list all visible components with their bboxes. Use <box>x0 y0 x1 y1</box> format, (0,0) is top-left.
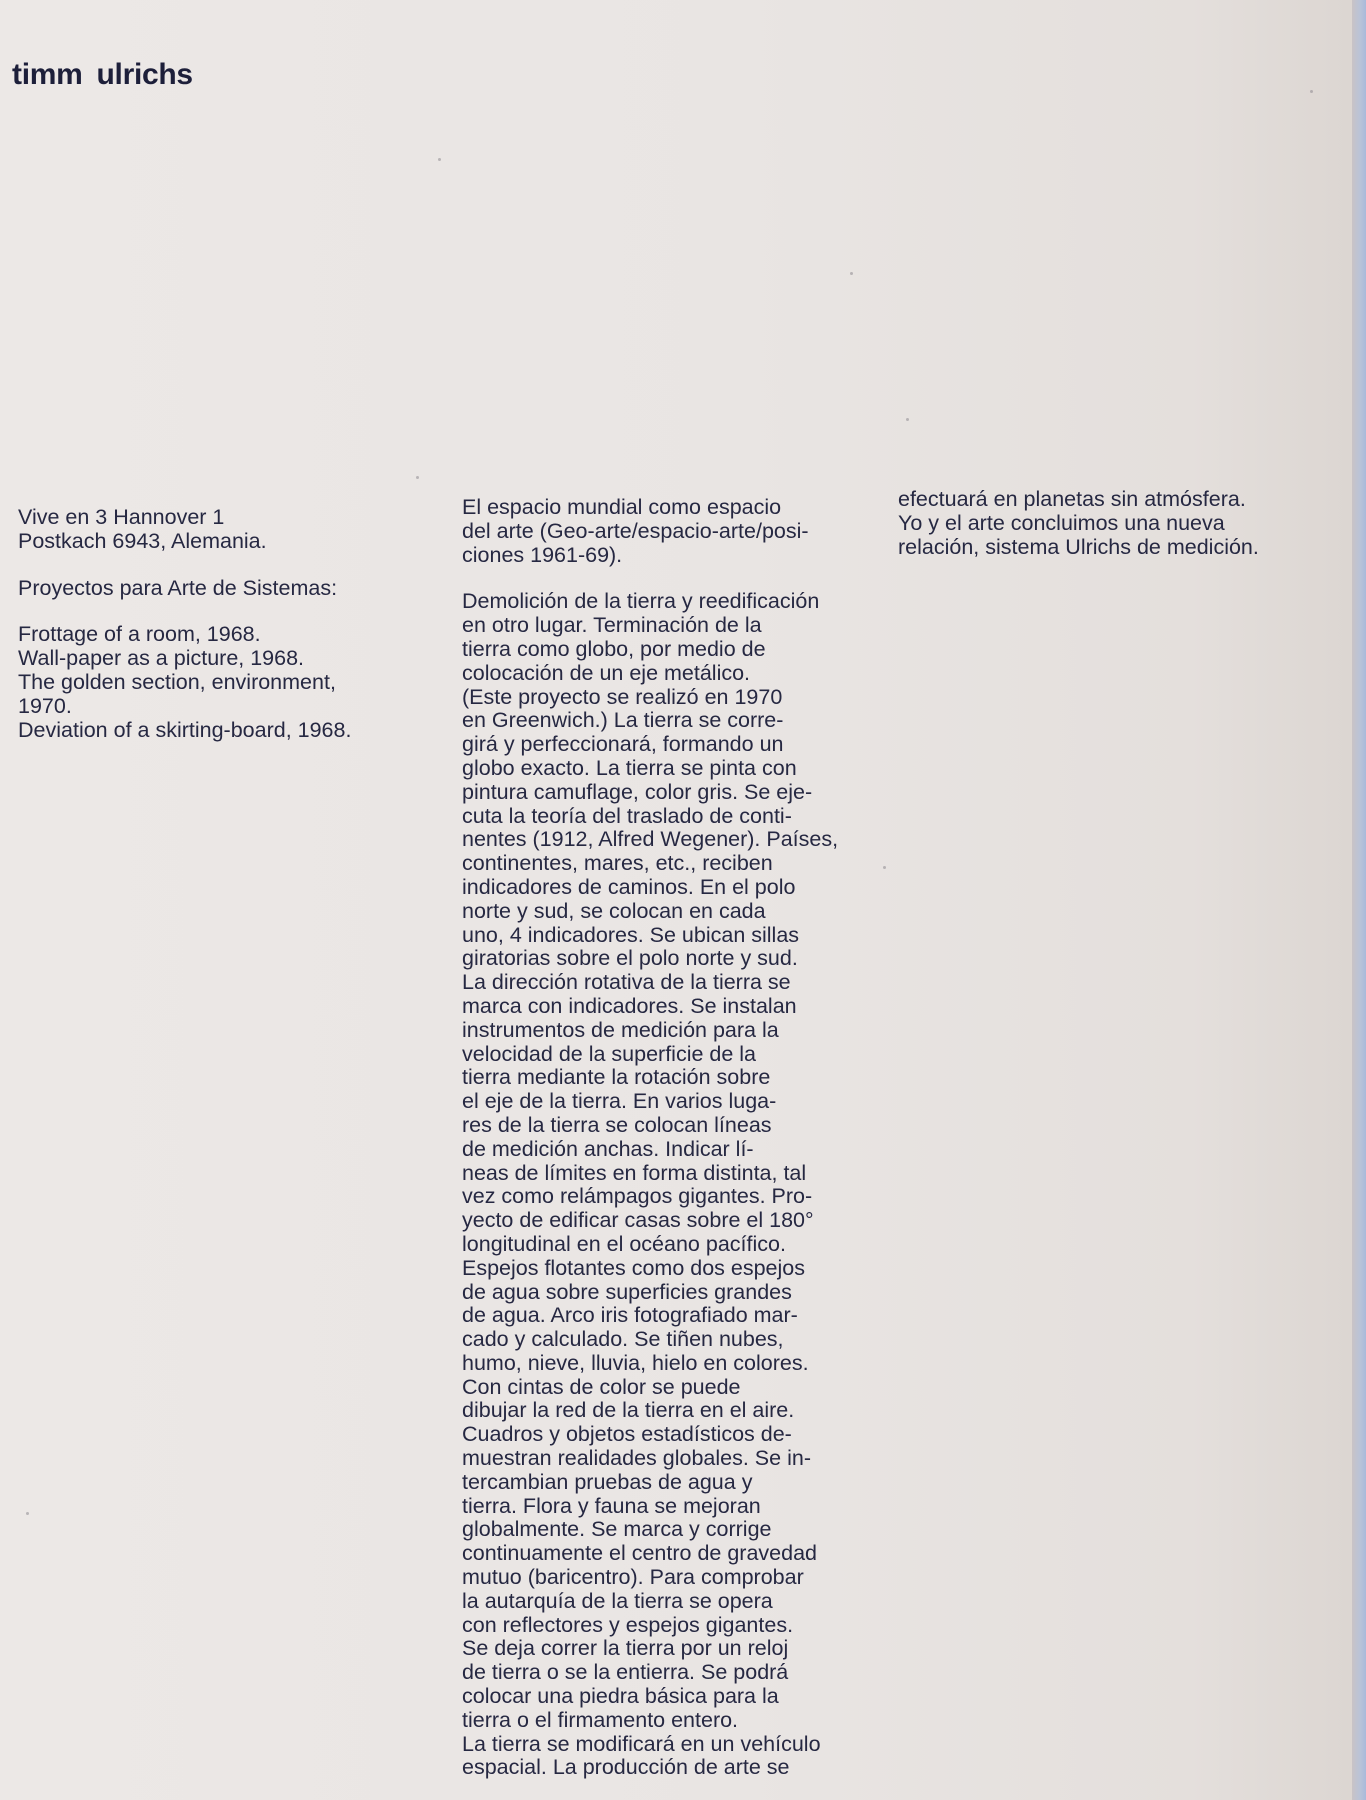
text-line: tercambian pruebas de agua y <box>462 1469 753 1494</box>
text-line: la autarquía de la tierra se opera <box>462 1588 773 1613</box>
page-edge <box>1352 0 1366 1800</box>
project-item: The golden section, environment, <box>18 669 336 694</box>
text-line: Yo y el arte concluimos una nueva <box>898 510 1225 535</box>
paper-speck <box>883 866 886 869</box>
text-line: instrumentos de medición para la <box>462 1017 779 1042</box>
text-line: yecto de edificar casas sobre el 180° <box>462 1208 814 1233</box>
text-line: norte y sud, se colocan en cada <box>462 898 766 923</box>
text-line: Espejos flotantes como dos espejos <box>462 1255 806 1280</box>
paper-speck <box>416 476 419 479</box>
text-line: neas de límites en forma distinta, tal <box>462 1160 807 1185</box>
text-line: muestran realidades globales. Se in- <box>462 1446 811 1471</box>
address-line: Vive en 3 Hannover 1 <box>18 505 225 529</box>
text-line: longitudinal en el océano pacífico. <box>462 1231 786 1256</box>
main-text-column <box>462 496 882 1780</box>
text-line: giratorias sobre el polo norte y sud. <box>462 946 798 971</box>
text-line: La dirección rotativa de la tierra se <box>462 970 791 995</box>
text-line: espacial. La producción de arte se <box>462 1755 790 1780</box>
project-item: Frottage of a room, 1968. <box>18 622 261 647</box>
text-line: La tierra se modificará en un vehículo <box>462 1731 821 1756</box>
project-item: 1970. <box>18 693 72 718</box>
text-line: pintura camuflage, color gris. Se eje- <box>462 779 813 804</box>
paper-speck <box>1310 90 1313 93</box>
text-line: Cuadros y objetos estadísticos de- <box>462 1422 792 1447</box>
text-line: Se deja correr la tierra por un reloj <box>462 1636 789 1661</box>
text-line: de tierra o se la entierra. Se podrá <box>462 1660 789 1685</box>
text-line: Demolición de la tierra y reedificación <box>462 589 820 614</box>
text-line: humo, nieve, lluvia, hielo en colores. <box>462 1350 809 1375</box>
biography-column <box>18 506 438 742</box>
continuation-column <box>898 488 1338 559</box>
projects-list <box>18 623 438 742</box>
text-line: tierra como globo, por medio de <box>462 636 766 661</box>
text-line: globalmente. Se marca y corrige <box>462 1517 772 1542</box>
text-line: colocar una piedra básica para la <box>462 1684 779 1709</box>
text-line: en otro lugar. Terminación de la <box>462 613 762 638</box>
text-line: marca con indicadores. Se instalan <box>462 993 797 1018</box>
text-line: de agua. Arco iris fotografiado mar- <box>462 1303 798 1328</box>
paper-speck <box>26 1512 29 1515</box>
text-line: uno, 4 indicadores. Se ubican sillas <box>462 922 800 947</box>
text-line: cuta la teoría del traslado de conti- <box>462 803 792 828</box>
text-line: de medición anchas. Indicar lí- <box>462 1136 754 1161</box>
text-line: El espacio mundial como espacio <box>462 495 782 519</box>
artist-name-heading: timm ulrichs <box>12 58 193 91</box>
projects-heading: Proyectos para Arte de Sistemas: <box>18 575 338 600</box>
text-line: res de la tierra se colocan líneas <box>462 1112 772 1137</box>
text-line: ciones 1961-69). <box>462 542 623 567</box>
project-item: Deviation of a skirting-board, 1968. <box>18 717 352 742</box>
text-line: tierra mediante la rotación sobre <box>462 1065 771 1090</box>
text-line: el eje de la tierra. En varios luga- <box>462 1089 777 1114</box>
text-line: de agua sobre superficies grandes <box>462 1279 792 1304</box>
text-line: Con cintas de color se puede <box>462 1374 741 1399</box>
text-line: continentes, mares, etc., reciben <box>462 851 773 876</box>
text-line: tierra o el firmamento entero. <box>462 1707 739 1732</box>
text-line: relación, sistema Ulrichs de medición. <box>898 534 1259 559</box>
paper-speck <box>850 272 853 275</box>
text-line: colocación de un eje metálico. <box>462 660 751 685</box>
paper-speck <box>438 158 441 161</box>
text-line: continuamente el centro de gravedad <box>462 1541 817 1566</box>
text-line: nentes (1912, Alfred Wegener). Países, <box>462 827 839 852</box>
text-line: con reflectores y espejos gigantes. <box>462 1612 794 1637</box>
text-line: efectuará en planetas sin atmósfera. <box>898 487 1246 511</box>
paper-speck <box>906 418 909 421</box>
text-line: dibujar la red de la tierra en el aire. <box>462 1398 795 1423</box>
text-line: globo exacto. La tierra se pinta con <box>462 755 797 780</box>
text-line: tierra. Flora y fauna se mejoran <box>462 1493 761 1518</box>
text-line: en Greenwich.) La tierra se corre- <box>462 708 784 733</box>
text-line: cado y calculado. Se tiñen nubes, <box>462 1327 784 1352</box>
body-paragraph <box>462 590 882 1780</box>
project-item: Wall-paper as a picture, 1968. <box>18 646 305 671</box>
text-line: del arte (Geo-arte/espacio-arte/posi- <box>462 518 809 543</box>
text-line: (Este proyecto se realizó en 1970 <box>462 684 783 709</box>
text-line: velocidad de la superficie de la <box>462 1041 757 1066</box>
address-line: Postkach 6943, Alemania. <box>18 528 267 553</box>
text-line: mutuo (baricentro). Para comprobar <box>462 1565 804 1590</box>
text-line: indicadores de caminos. En el polo <box>462 874 796 899</box>
intro-paragraph <box>462 496 882 567</box>
text-line: vez como relámpagos gigantes. Pro- <box>462 1184 813 1209</box>
text-line: girá y perfeccionará, formando un <box>462 732 784 757</box>
